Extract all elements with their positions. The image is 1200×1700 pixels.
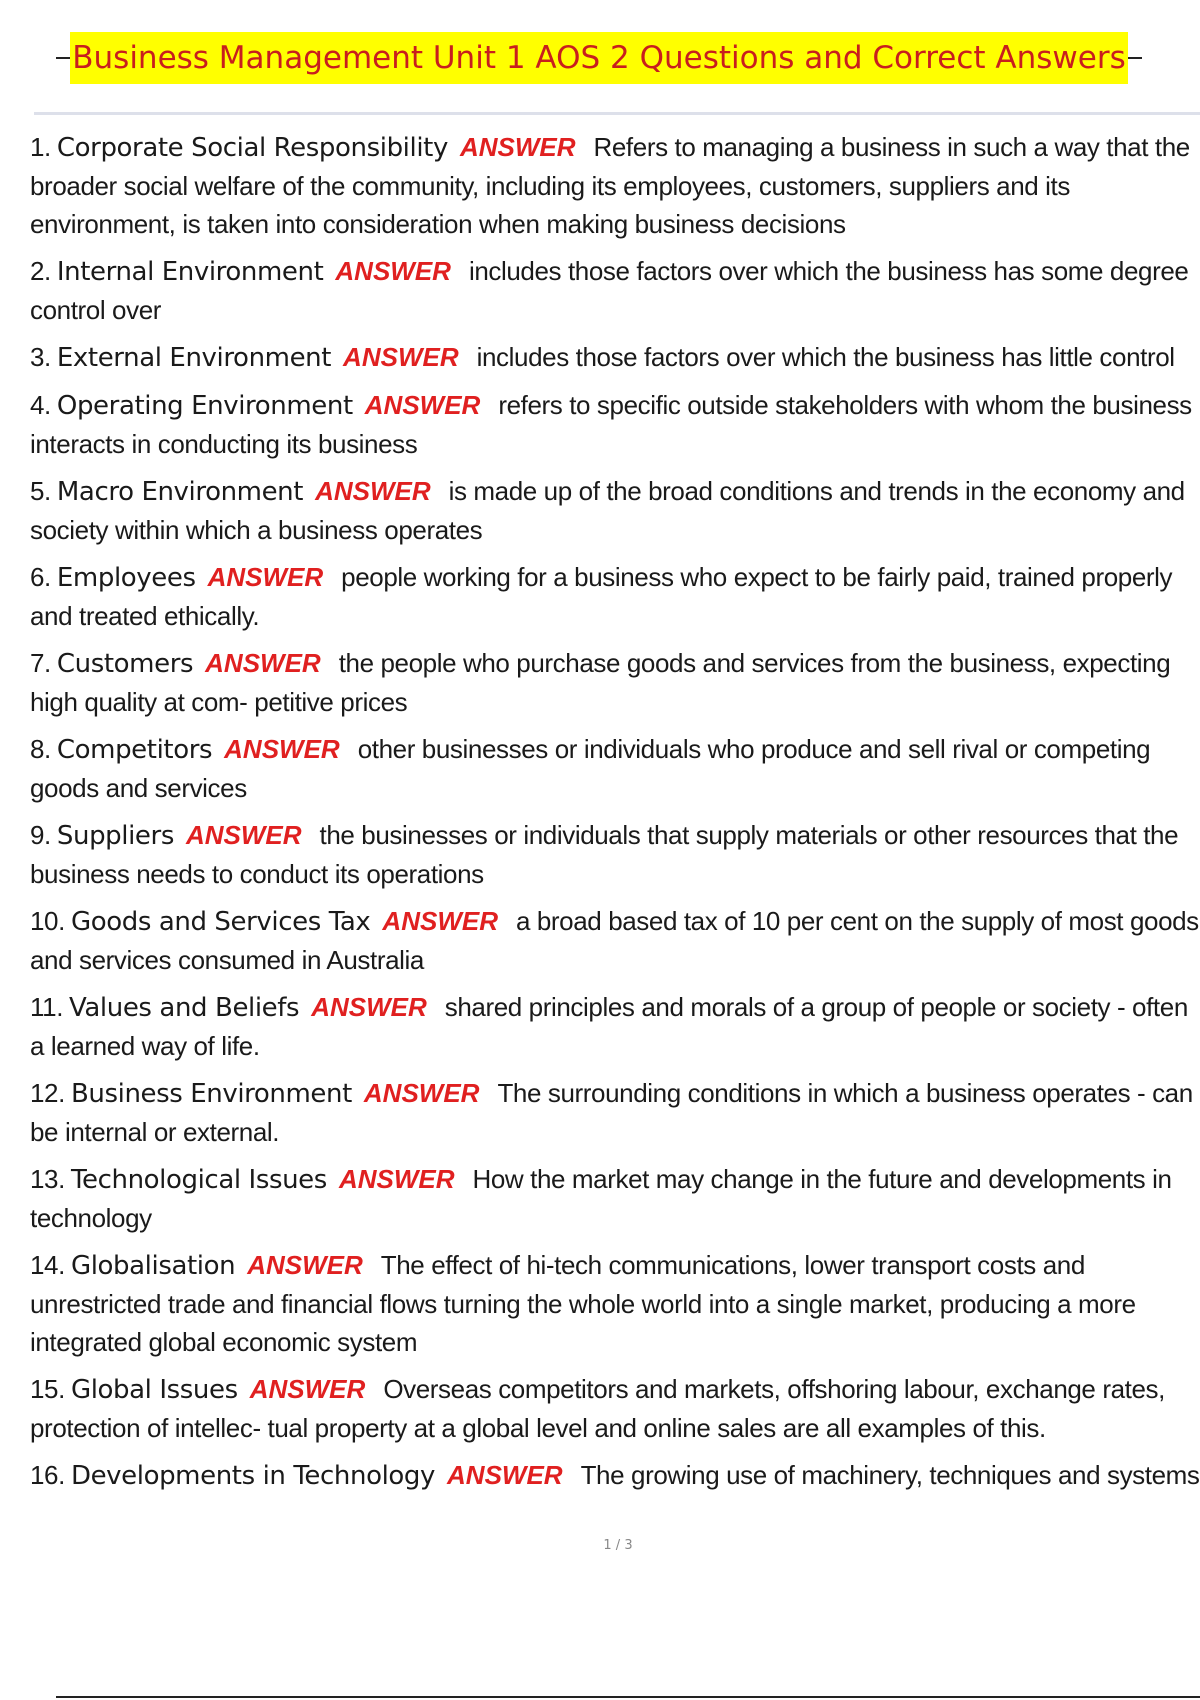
answer-tag: ANSWER	[364, 390, 481, 420]
item-term: Global Issues	[70, 1375, 238, 1405]
item-definition: Refers to managing a business in such a way that the broader social welfare of the community, including its employees, customers, suppliers and its environment, is taken into consideration when making business decisions	[30, 132, 1190, 239]
item-definition: is made up of the broad conditions and trends in the economy and society within which a business operates	[30, 476, 1185, 545]
answer-tag: ANSWER	[224, 734, 340, 764]
answer-tag: ANSWER	[311, 992, 427, 1022]
item-definition: includes those factors over which the business has some degree control over	[30, 256, 1189, 325]
item-term: Customers	[56, 649, 194, 679]
qa-item	[30, 472, 1200, 549]
item-number: 5.	[30, 476, 51, 506]
answer-tag: ANSWER	[249, 1374, 366, 1404]
item-number: 15.	[30, 1374, 65, 1404]
item-number: 8.	[30, 734, 51, 764]
item-definition: Overseas competitors and markets, offshoring labour, exchange rates, protection of intellec- tual property at a global level and online sales are all examples of this.	[30, 1374, 1165, 1443]
item-number: 6.	[30, 562, 51, 592]
qa-item	[30, 1074, 1200, 1151]
item-definition: other businesses or individuals who produce and sell rival or competing goods and services	[30, 734, 1151, 803]
item-number: 16.	[30, 1460, 65, 1490]
item-term: Corporate Social Responsibility	[56, 133, 448, 163]
answer-tag: ANSWER	[363, 1078, 480, 1108]
item-term: Employees	[56, 563, 196, 593]
item-number: 3.	[30, 342, 51, 372]
title-row	[56, 28, 1142, 88]
item-term: Competitors	[56, 735, 213, 765]
qa-item	[30, 730, 1200, 807]
item-definition: The growing use of machinery, techniques and systems	[580, 1460, 1200, 1490]
qa-item	[30, 386, 1200, 463]
item-definition: the businesses or individuals that supply materials or other resources that the business needs to conduct its operations	[30, 820, 1179, 889]
answer-tag: ANSWER	[185, 820, 302, 850]
qa-item	[30, 338, 1200, 377]
item-definition: a broad based tax of 10 per cent on the supply of most goods and services consumed in Australia	[30, 906, 1199, 975]
item-term: Suppliers	[56, 821, 174, 851]
item-term: Values and Beliefs	[69, 993, 300, 1023]
item-term: Globalisation	[70, 1251, 236, 1281]
qa-item	[30, 1246, 1200, 1361]
item-number: 7.	[30, 648, 51, 678]
answer-tag: ANSWER	[247, 1250, 363, 1280]
item-term: Macro Environment	[56, 477, 304, 507]
qa-item	[30, 816, 1200, 893]
item-definition: refers to specific outside stakeholders with whom the business interacts in conducting its business	[30, 390, 1192, 459]
qa-item	[30, 1160, 1200, 1237]
answer-tag: ANSWER	[335, 256, 451, 286]
title-rule-right	[1128, 57, 1142, 59]
answer-tag: ANSWER	[343, 342, 459, 372]
qa-item	[30, 644, 1200, 721]
qa-item	[30, 1456, 1200, 1495]
item-definition: people working for a business who expect to be fairly paid, trained properly and treated ethically.	[30, 562, 1173, 631]
item-term: Developments in Technology	[70, 1461, 436, 1491]
page-number: 1 / 3	[603, 1538, 633, 1553]
answer-tag: ANSWER	[459, 132, 576, 162]
qa-item	[30, 252, 1200, 329]
qa-list	[30, 128, 1200, 1504]
item-term: Operating Environment	[56, 391, 353, 421]
answer-tag: ANSWER	[207, 562, 324, 592]
footer-divider	[56, 1696, 1200, 1698]
answer-tag: ANSWER	[315, 476, 431, 506]
item-definition: includes those factors over which the business has little control	[476, 342, 1175, 372]
item-term: Technological Issues	[70, 1165, 327, 1195]
item-number: 14.	[30, 1250, 65, 1280]
item-definition: The effect of hi-tech communications, lower transport costs and unrestricted trade and financial flows turning the whole world into a single market, producing a more integrated global economic system	[30, 1250, 1136, 1357]
item-term: Business Environment	[70, 1079, 352, 1109]
item-number: 13.	[30, 1164, 65, 1194]
title-rule-left	[56, 57, 70, 59]
item-definition: shared principles and morals of a group of people or society - often a learned way of life.	[30, 992, 1188, 1061]
item-definition: How the market may change in the future and developments in technology	[30, 1164, 1172, 1233]
qa-item	[30, 558, 1200, 635]
item-term: Goods and Services Tax	[70, 907, 371, 937]
item-number: 12.	[30, 1078, 65, 1108]
item-term: External Environment	[56, 343, 332, 373]
header-divider	[34, 112, 1200, 115]
item-number: 10.	[30, 906, 65, 936]
qa-item	[30, 902, 1200, 979]
document-title: Business Management Unit 1 AOS 2 Questions and Correct Answers	[70, 32, 1128, 84]
item-number: 1.	[30, 132, 51, 162]
item-number: 4.	[30, 390, 51, 420]
item-term: Internal Environment	[56, 257, 324, 287]
qa-item	[30, 988, 1200, 1065]
qa-item	[30, 1370, 1200, 1447]
item-definition: the people who purchase goods and services from the business, expecting high quality at com- petitive prices	[30, 648, 1171, 717]
answer-tag: ANSWER	[382, 906, 498, 936]
answer-tag: ANSWER	[447, 1460, 563, 1490]
qa-item	[30, 128, 1200, 243]
answer-tag: ANSWER	[338, 1164, 455, 1194]
item-number: 11.	[30, 992, 64, 1022]
item-definition: The surrounding conditions in which a business operates - can be internal or external.	[30, 1078, 1193, 1147]
item-number: 2.	[30, 256, 51, 286]
answer-tag: ANSWER	[205, 648, 321, 678]
item-number: 9.	[30, 820, 51, 850]
